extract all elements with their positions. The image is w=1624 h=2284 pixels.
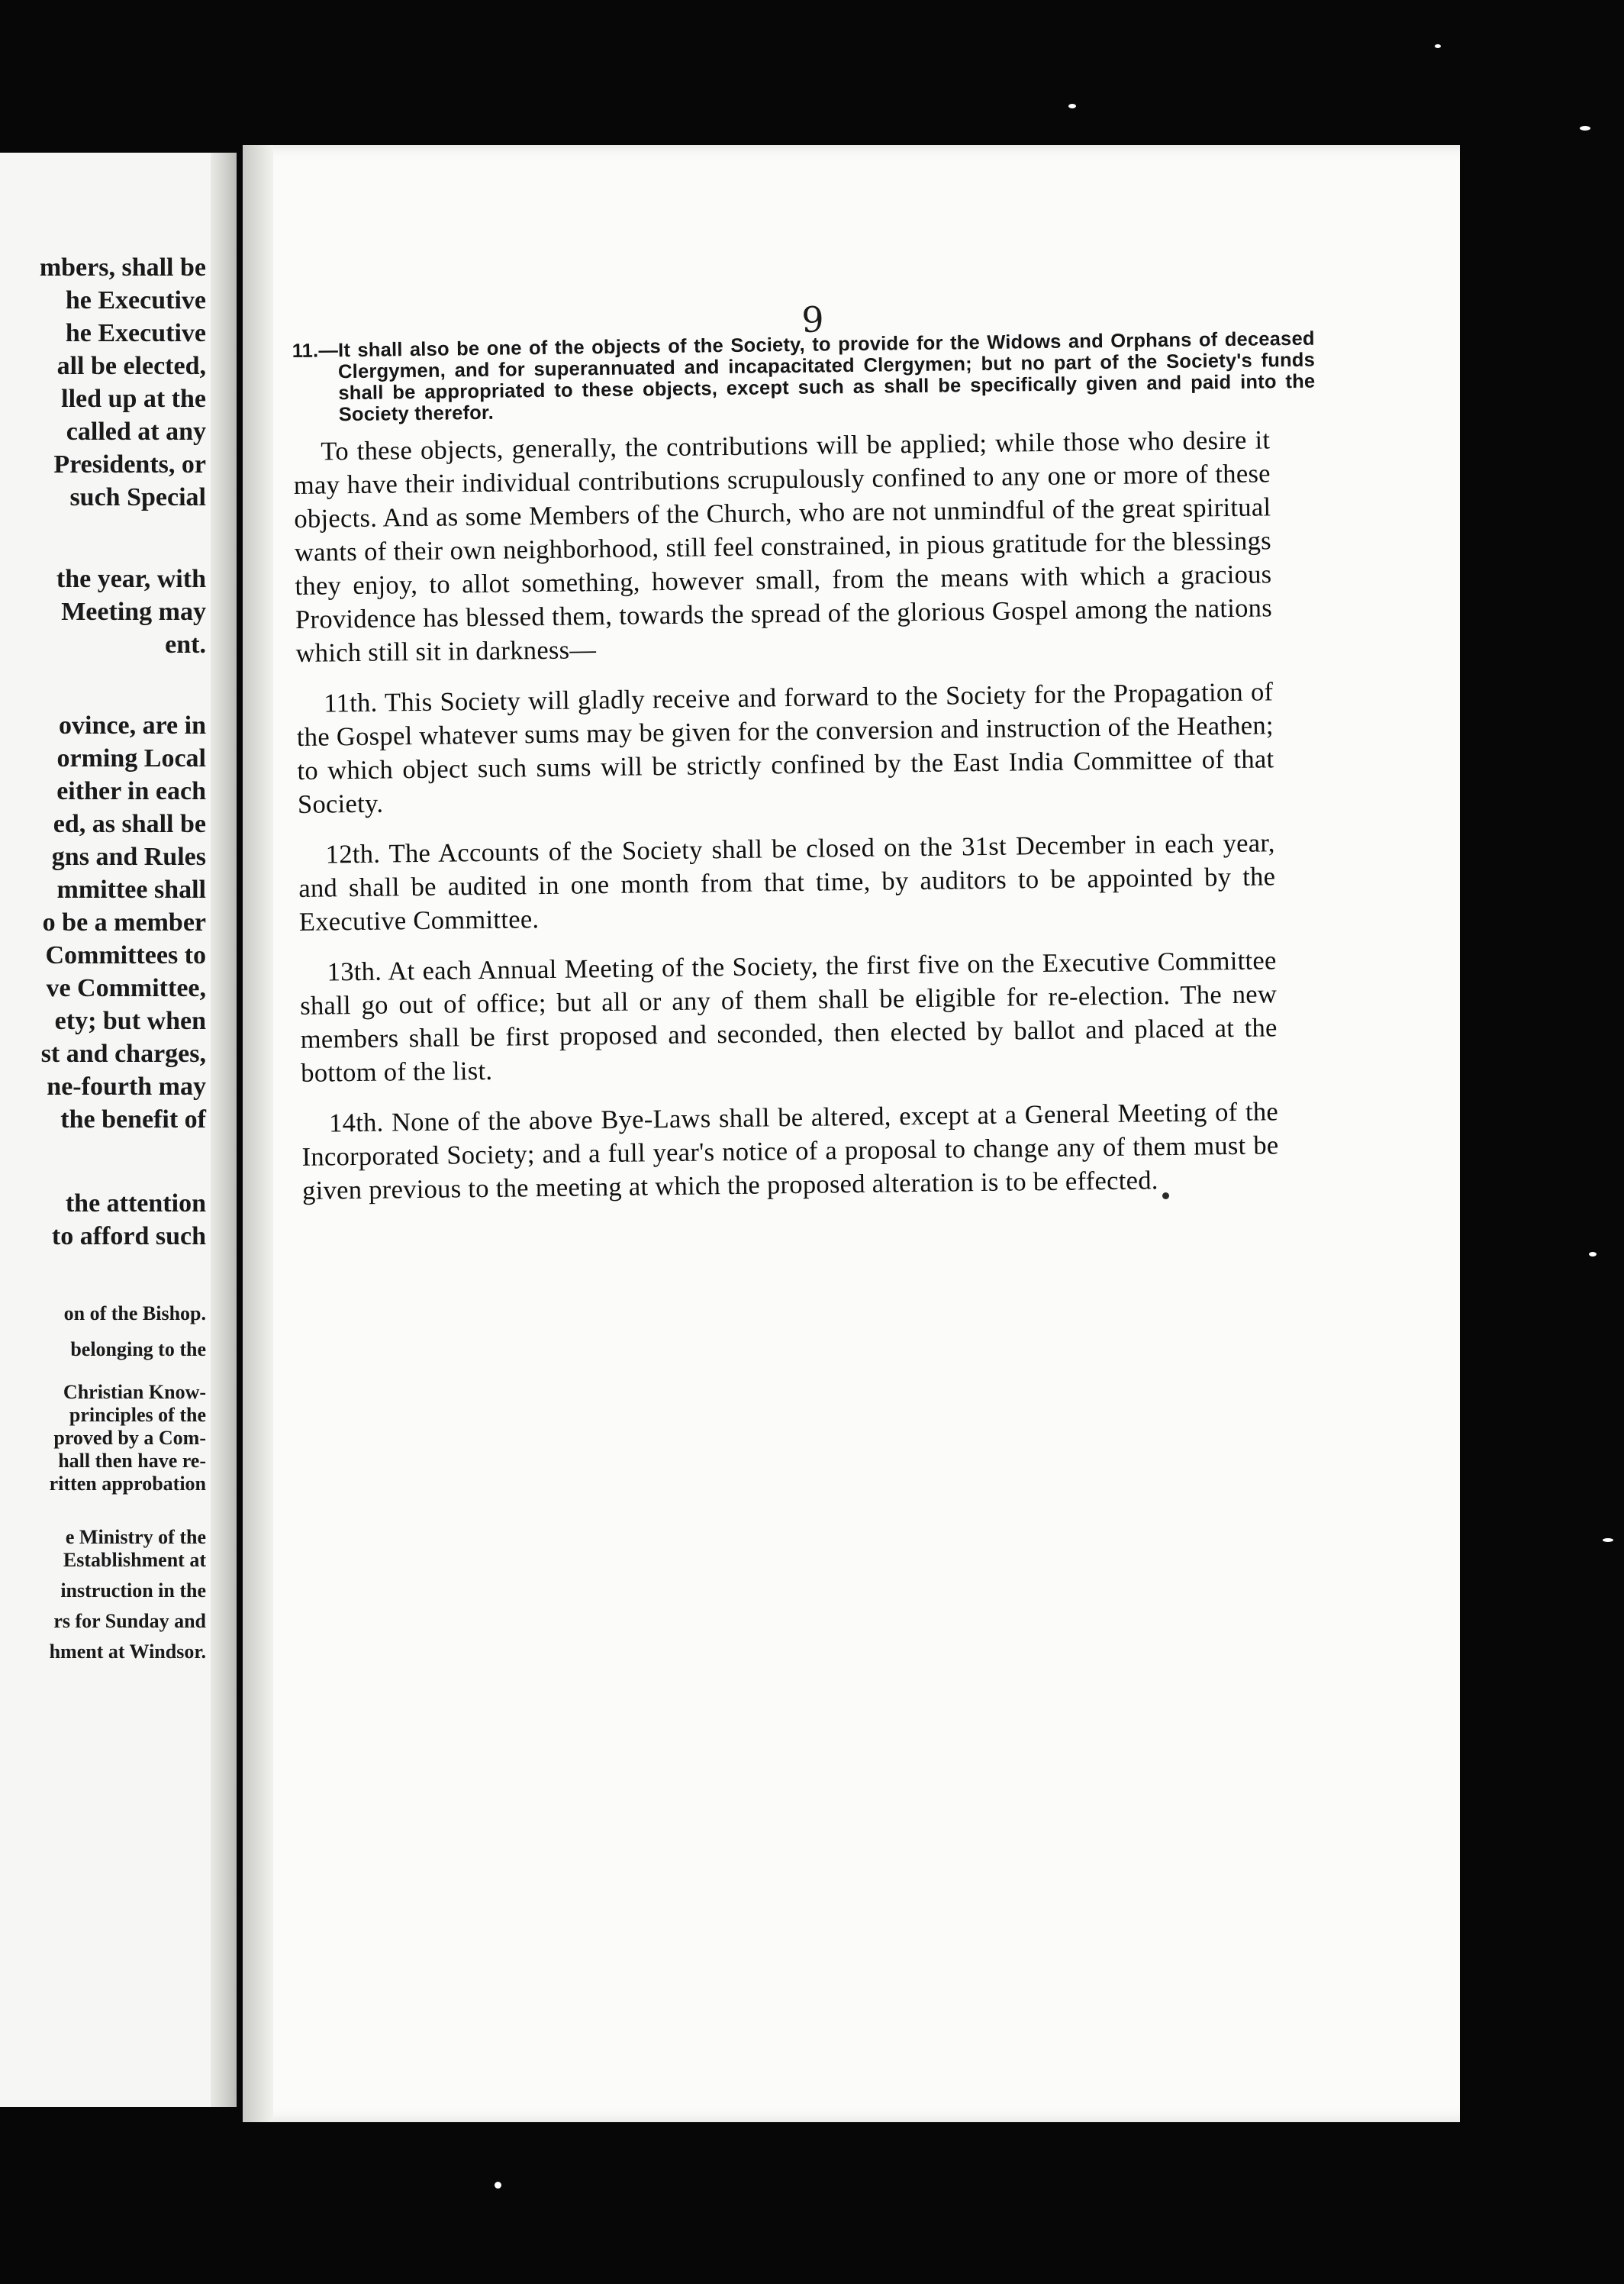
left-page-line: lled up at the xyxy=(61,385,206,413)
left-page-line: st and charges, xyxy=(40,1040,206,1068)
dust-speck xyxy=(1068,104,1076,108)
dust-speck xyxy=(1589,1252,1597,1257)
left-page-line: Christian Know- xyxy=(63,1381,206,1403)
left-page-line: the attention xyxy=(65,1189,206,1218)
left-page-line: Meeting may xyxy=(61,598,206,626)
paragraph-rule-11th: 11th. This Society will gladly receive and forward to the Society for the Propagation of the Gospel whatever sums may be given for the conversion and instruction of the Heathen; to which object such sums will be strictly confined by the East India Committee of that Society. xyxy=(296,677,1274,819)
dust-speck xyxy=(495,2182,501,2189)
paragraph-rule-14th: 14th. None of the above Bye-Laws shall be altered, except at a General Meeting of the Incorporated Society; and a full year's notice of a proposal to change any of them must be given previous to the meeting at which the proposed alteration is to be effected. xyxy=(301,1097,1279,1205)
page-fold xyxy=(211,153,237,2107)
left-page-line: ovince, are in xyxy=(59,711,206,740)
left-page-line: ne-fourth may xyxy=(47,1073,206,1101)
left-page-line: belonging to the xyxy=(70,1338,206,1360)
left-page-line: hment at Windsor. xyxy=(49,1640,206,1663)
left-page-line: hall then have re- xyxy=(58,1450,206,1472)
right-page xyxy=(243,145,1460,2122)
left-page-line: ent. xyxy=(165,631,206,659)
left-page-line: ve Committee, xyxy=(46,974,206,1002)
left-page-line: principles of the xyxy=(69,1404,206,1426)
left-page-line: Presidents, or xyxy=(53,450,206,479)
left-page-line: ety; but when xyxy=(54,1007,206,1035)
left-page-line: rs for Sunday and xyxy=(53,1610,206,1632)
left-page-line: instruction in the xyxy=(60,1579,206,1602)
dust-speck xyxy=(1603,1538,1613,1542)
left-page-line: such Special xyxy=(69,483,206,511)
left-page-line: he Executive xyxy=(65,319,206,347)
left-page-line: gns and Rules xyxy=(51,843,206,871)
body-text xyxy=(293,423,1280,1224)
page-gutter xyxy=(243,145,273,2122)
left-page-line: all be elected, xyxy=(56,352,206,380)
left-page xyxy=(0,153,237,2107)
left-page-line: proved by a Com- xyxy=(53,1427,206,1449)
footnote-rule-11: 11.—It shall also be one of the objects of the Society, to provide for the Widows and Orphans of deceased Clergymen, and for superannuated and incapacitated Clergymen; but no part of the Society's funds shall be appropriated to these objects, except such as shall be specifically given and paid into the Society therefor. xyxy=(292,327,1316,426)
left-page-line: mmittee shall xyxy=(56,876,206,904)
paragraph-rule-13th: 13th. At each Annual Meeting of the Society, the first five on the Executive Committee shall go out of office; but all or any of them shall be eligible for re-election. The new members shall be first proposed and seconded, then elected by ballot and placed at the bottom of the list. xyxy=(299,946,1278,1088)
left-page-line: to afford such xyxy=(51,1222,206,1250)
left-page-line: Committees to xyxy=(45,941,206,969)
left-page-line: called at any xyxy=(66,418,206,446)
left-page-line: on of the Bishop. xyxy=(63,1302,206,1324)
left-page-line: e Ministry of the xyxy=(65,1526,206,1548)
page-content xyxy=(292,293,1316,1205)
paragraph-objects: To these objects, generally, the contributions will be applied; while those who desire it may have their individual contributions scrupulously confined to any one or more of these objects. And as some Members of the Church, who are not unmindful of the great spiritual wants of their own neighborhood, still feel constrained, in pious gratitude for the blessings they enjoy, to allot something, however small, from the means with which a gracious Providence has blessed them, towards the spread of the glorious Gospel among the nations which still sit in darkness— xyxy=(293,425,1273,668)
left-page-line: Establishment at xyxy=(63,1549,206,1571)
dust-speck xyxy=(1580,126,1590,131)
left-page-line: ritten approbation xyxy=(49,1473,206,1495)
page-number: 9 xyxy=(801,298,824,340)
ink-speck xyxy=(1162,1192,1169,1199)
left-page-line: o be a member xyxy=(42,908,206,937)
left-page-line: either in each xyxy=(56,777,206,805)
left-page-line: mbers, shall be xyxy=(39,253,206,282)
left-page-line: ed, as shall be xyxy=(53,810,206,838)
left-page-line: the year, with xyxy=(56,565,206,593)
left-page-line: the benefit of xyxy=(60,1105,206,1134)
dust-speck xyxy=(1435,44,1441,48)
left-page-line: he Executive xyxy=(65,286,206,315)
left-page-line: orming Local xyxy=(56,744,206,773)
paragraph-rule-12th: 12th. The Accounts of the Society shall be closed on the 31st December in each year, and shall be audited in one month from that time, by auditors to be appointed by the Executive Committee. xyxy=(298,828,1276,937)
